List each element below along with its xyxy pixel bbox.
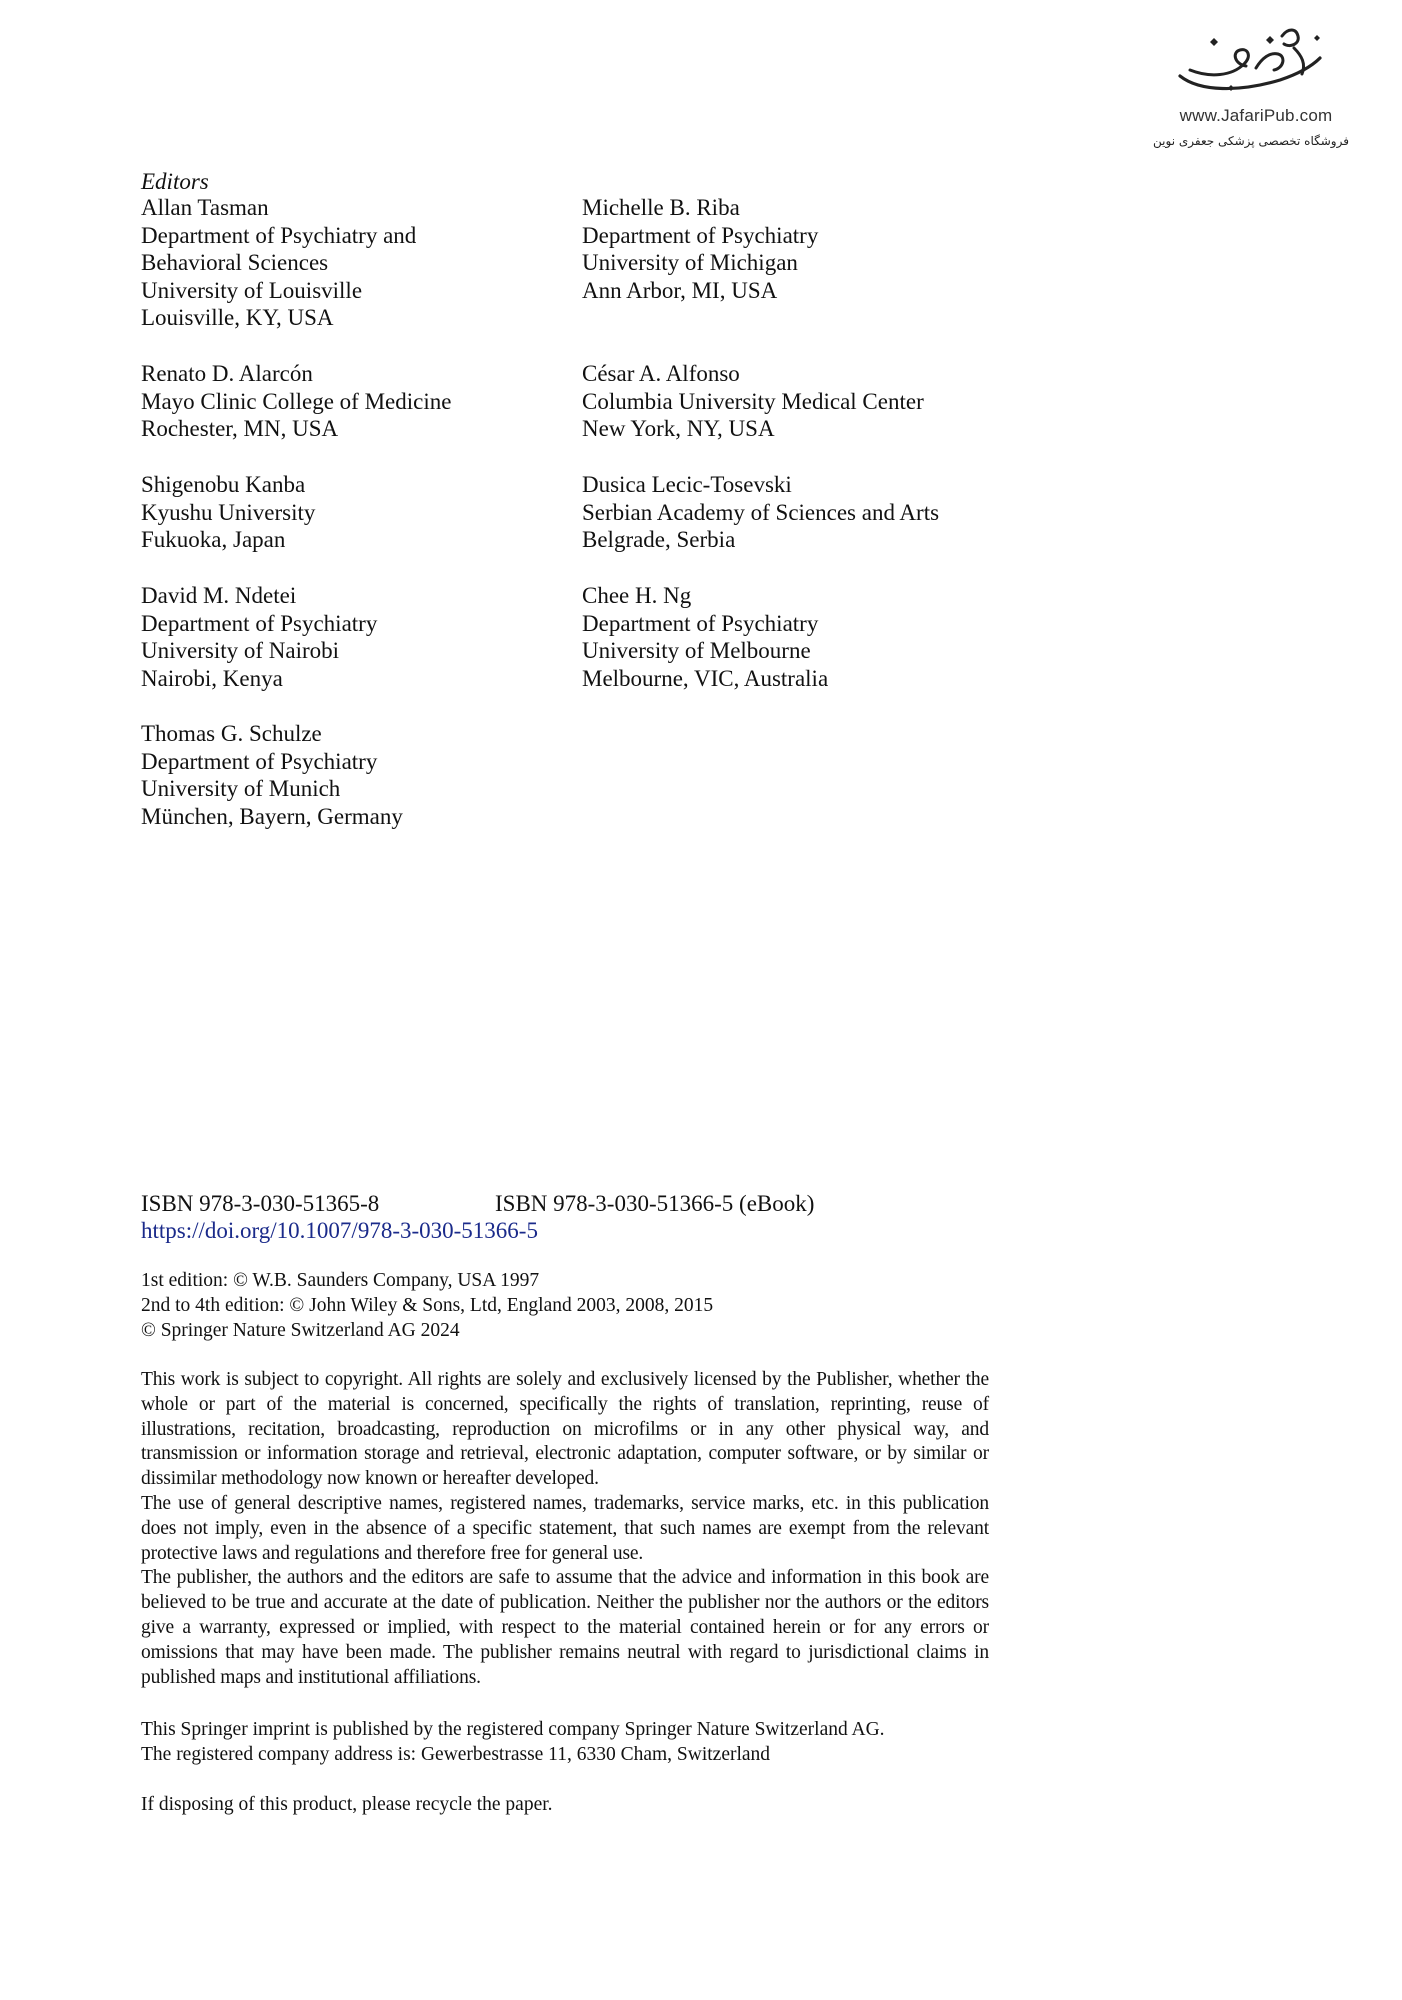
editor-affiliation-line: Behavioral Sciences: [141, 250, 329, 276]
editor-name: David M. Ndetei: [141, 583, 297, 608]
editor-affiliation-line: Columbia University Medical Center: [582, 388, 924, 414]
editor-affiliation-line: Mayo Clinic College of Medicine: [141, 388, 452, 414]
editor-affiliation-line: München, Bayern, Germany: [141, 803, 403, 829]
editor-affiliation-line: Rochester, MN, USA: [141, 416, 339, 442]
editor-affiliation-line: Department of Psychiatry: [141, 610, 378, 636]
recycle-notice: If disposing of this product, please recycle the paper.: [141, 1794, 553, 1815]
isbn-row: [141, 1190, 815, 1218]
editor-affiliation-line: Department of Psychiatry: [141, 748, 378, 774]
edition-line: 2nd to 4th edition: © John Wiley & Sons, Ltd, England 2003, 2008, 2015: [141, 1295, 714, 1316]
legal-paragraph: The publisher, the authors and the editors are safe to assume that the advice and information in this book are believed to be true and accurate at the date of publication. Neither the publisher nor the authors or the editors give a warranty, expressed or implied, with respect to the material contained herein or for any errors or omissions that may have been made. The publisher remains neutral with regard to jurisdictional claims in published maps and institutional affiliations.: [141, 1567, 989, 1688]
editor-name: Michelle B. Riba: [582, 195, 740, 220]
editor-affiliation-line: University of Louisville: [141, 277, 363, 303]
editor-name: Renato D. Alarcón: [141, 361, 313, 386]
editor-entry: [582, 582, 828, 692]
editor-name: Dusica Lecic-Tosevski: [582, 472, 792, 497]
edition-line: 1st edition: © W.B. Saunders Company, USA 1997: [141, 1270, 540, 1291]
editor-name: César A. Alfonso: [582, 361, 740, 386]
editor-affiliation-line: New York, NY, USA: [582, 416, 775, 442]
editor-entry: [141, 471, 315, 554]
editor-affiliation-line: Nairobi, Kenya: [141, 665, 283, 691]
logo-url: www.JafariPub.com: [1179, 106, 1333, 125]
calligraphy-logo-icon: [1170, 18, 1330, 104]
imprint-notice: [141, 1717, 885, 1767]
doi-link[interactable]: https://doi.org/10.1007/978-3-030-51366-5: [141, 1218, 538, 1243]
editor-affiliation-line: Fukuoka, Japan: [141, 527, 286, 553]
editor-affiliation-line: Belgrade, Serbia: [582, 527, 736, 553]
editor-entry: [141, 194, 416, 332]
imprint-line: The registered company address is: Gewerbestrasse 11, 6330 Cham, Switzerland: [141, 1744, 771, 1765]
legal-notice: [141, 1368, 989, 1690]
editor-entry: [582, 194, 818, 304]
editor-affiliation-line: University of Melbourne: [582, 638, 811, 664]
editor-affiliation-line: Louisville, KY, USA: [141, 305, 334, 331]
edition-line: © Springer Nature Switzerland AG 2024: [141, 1320, 460, 1341]
editor-name: Shigenobu Kanba: [141, 472, 306, 497]
editor-affiliation-line: Department of Psychiatry and: [141, 222, 417, 248]
editor-affiliation-line: University of Nairobi: [141, 638, 340, 664]
editor-entry: [141, 360, 451, 443]
publisher-logo: [1140, 18, 1360, 158]
editor-affiliation-line: Department of Psychiatry: [582, 610, 819, 636]
legal-paragraph: This work is subject to copyright. All rights are solely and exclusively licensed by the Publisher, whether the whole or part of the material is concerned, specifically the rights of translation, reprinting, reuse of illustrations, recitation, broadcasting, reproduction on microfilms or in any other physical way, and transmission or information storage and retrieval, electronic adaptation, computer software, or by similar or dissimilar methodology now known or hereafter developed.: [141, 1369, 989, 1490]
editor-name: Chee H. Ng: [582, 583, 692, 608]
editor-affiliation-line: Department of Psychiatry: [582, 222, 819, 248]
editor-affiliation-line: University of Michigan: [582, 250, 798, 276]
editor-affiliation-line: Kyushu University: [141, 499, 316, 525]
logo-tagline: فروشگاه تخصصی پزشکی جعفری نوین: [1153, 134, 1349, 148]
editor-name: Thomas G. Schulze: [141, 721, 322, 746]
editor-name: Allan Tasman: [141, 195, 269, 220]
editors-heading: Editors: [141, 169, 209, 194]
editor-entry: [582, 360, 924, 443]
imprint-line: This Springer imprint is published by the registered company Springer Nature Switzerland AG.: [141, 1719, 885, 1740]
editor-affiliation-line: Serbian Academy of Sciences and Arts: [582, 499, 940, 525]
editor-affiliation-line: Melbourne, VIC, Australia: [582, 665, 829, 691]
editor-affiliation-line: Ann Arbor, MI, USA: [582, 277, 778, 303]
editor-entry: [141, 582, 377, 692]
editor-affiliation-line: University of Munich: [141, 776, 341, 802]
edition-history: [141, 1268, 713, 1343]
legal-paragraph: The use of general descriptive names, registered names, trademarks, service marks, etc. in this publication does not imply, even in the absence of a specific statement, that such names are exempt from the relevant protective laws and regulations and therefore free for general use.: [141, 1492, 989, 1564]
editor-entry: [582, 471, 939, 554]
isbn-ebook: ISBN 978-3-030-51366-5 (eBook): [495, 1191, 815, 1216]
isbn-print: ISBN 978-3-030-51365-8: [141, 1191, 380, 1216]
editor-entry: [141, 720, 403, 830]
